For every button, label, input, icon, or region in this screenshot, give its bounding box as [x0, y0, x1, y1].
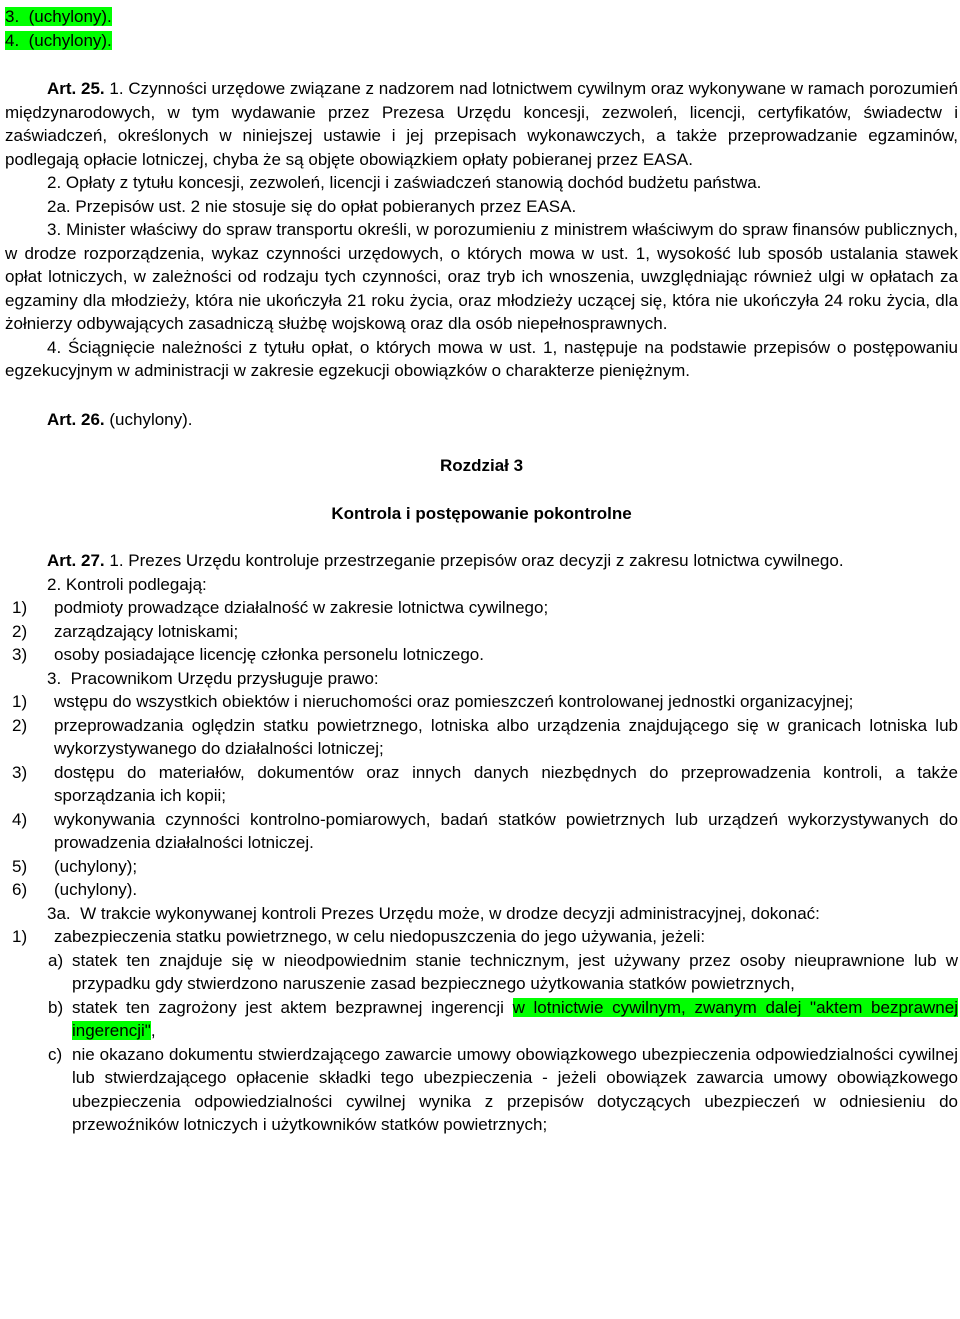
top-item-4-num: 4.	[5, 30, 20, 50]
art27-p1-text: Prezes Urzędu kontroluje przestrzeganie przepisów oraz decyzji z zakresu lotnictwa cywilnego.	[128, 551, 844, 570]
art25-p4-text: Ściągnięcie należności z tytułu opłat, o których mowa w ust. 1, następuje na podstawie przepisów o postępowaniu egzekucyjnym w administracji w zakresie egzekucji obowiązków o charakterze pieniężnym.	[5, 337, 958, 380]
art27-p3-list	[5, 690, 958, 902]
top-item-3	[5, 5, 958, 29]
art25-p1-text: Czynności urzędowe związane z nadzorem nad lotnictwem cywilnym oraz wykonywane w ramach porozumień międzynarodowych, w tym wydawanie przez Prezesa Urzędu koncesji, zezwoleń, licencji, certyfikatów, świadectw i zaświadczeń, określonych w niniejszej ustawie i jej przepisach wykonawczych, a także przeprowadzanie egzaminów, podlegają opłacie lotniczej, chyba że są objęte obowiązkiem opłaty pobieranej przez EASA.	[5, 79, 958, 169]
art25-p2-text: Opłaty z tytułu koncesji, zezwoleń, licencji i zaświadczeń stanowią dochód budżetu państwa.	[65, 173, 762, 192]
art25-p4-num: 4.	[47, 337, 62, 357]
chapter-title: Kontrola i postępowanie pokontrolne	[331, 503, 632, 523]
art27-p3a-num: 3a.	[47, 903, 71, 923]
art27-label: Art. 27.	[47, 551, 105, 570]
art25-p2-num: 2.	[47, 173, 62, 192]
art27-p3-num: 3.	[47, 668, 62, 688]
list-item: 5) (uchylony);	[12, 856, 138, 876]
list-item: 1) podmioty prowadzące działalność w zakresie lotnictwa cywilnego;	[12, 598, 549, 617]
art27-p3a-sub-c: c) nie okazano dokumentu stwierdzającego zawarcie umowy obowiązkowego ubezpieczenia odpowiedzialności cywilnej lub stwierdzającego opłacenie składki tego ubezpieczenia - jeżeli obowiązek zawarcia umowy obowiązkowego ubezpieczenia odpowiedzialności cywilnej wynika z przepisów dotyczących ubezpieczeń w odniesieniu do przewoźników lotniczych i użytkowników statków powietrznych;	[48, 1044, 958, 1134]
art27-para3	[5, 667, 958, 691]
art25-p3-text: Minister właściwy do spraw transportu określi, w porozumieniu z ministrem właściwym do spraw finansów publicznych, w drodze rozporządzenia, wykaz czynności urzędowych, o których mowa w ust. 1, wysokość lub sposób ustalania stawek opłat lotniczych, w zależności od rodzaju tych czynności, oraz tryb ich wnoszenia, uwzględniając również ulgi w opłatach za egzaminy dla młodzieży, która nie ukończyła 21 roku życia, oraz młodzieży uczącej się, która nie ukończyła 24 roku życia, dla żołnierzy odbywających zasadniczą służbę wojskową oraz dla osób niepełnosprawnych.	[5, 220, 958, 333]
art25-para4	[5, 336, 958, 383]
document-page	[5, 5, 958, 1137]
list-item: 6) (uchylony).	[12, 880, 138, 899]
list-item: 1) wstępu do wszystkich obiektów i nieruchomości oraz pomieszczeń kontrolowanej jednostki organizacyjnej;	[12, 692, 854, 711]
art25-p2a-num: 2a.	[47, 196, 71, 216]
art27-p3a-item1: 1) zabezpieczenia statku powietrznego, w celu niedopuszczenia do jego używania, jeżeli:	[12, 927, 706, 946]
art25-para2a	[5, 195, 958, 219]
chapter-number: Rozdział 3	[439, 456, 524, 475]
art25-para3	[5, 218, 958, 336]
art27-para3a	[5, 902, 958, 926]
top-item-4	[5, 29, 958, 53]
art25-para2	[5, 171, 958, 195]
art27-p2-list	[5, 596, 958, 667]
list-item: 2) przeprowadzania oględzin statku powietrznego, lotniska albo urządzenia znajdującego się w granicach lotniska lub wykorzystywanego do działalności lotniczej;	[12, 715, 958, 758]
art27-p1-num: 1.	[109, 551, 124, 570]
art26-para	[5, 408, 958, 432]
art26-text: (uchylony).	[109, 409, 193, 429]
art27-para2	[5, 573, 958, 597]
art27-p3a-sub-b: b) statek ten zagrożony jest aktem bezprawnej ingerencji w lotnictwie cywilnym, zwanym dalej "aktem bezprawnej ingerencji",	[48, 997, 958, 1040]
art27-p2-text: Kontroli podlegają:	[65, 574, 207, 594]
art26-label: Art. 26.	[47, 409, 105, 429]
art25-p2a-text: Przepisów ust. 2 nie stosuje się do opłat pobieranych przez EASA.	[75, 196, 577, 216]
list-item: 4) wykonywania czynności kontrolno-pomiarowych, badań statków powietrznych lub urządzeń wykorzystywanych do prowadzenia działalności lotniczej.	[12, 809, 958, 852]
list-item: 2) zarządzający lotniskami;	[12, 621, 239, 641]
top-item-3-text: (uchylony).	[28, 7, 112, 26]
art27-p3a-text: W trakcie wykonywanej kontroli Prezes Urzędu może, w drodze decyzji administracyjnej, dokonać:	[80, 903, 820, 923]
list-item: 3) osoby posiadające licencję członka personelu lotniczego.	[12, 645, 484, 664]
top-item-4-text: (uchylony).	[28, 30, 112, 50]
art27-p3a-sub-a: a) statek ten znajduje się w nieodpowiednim stanie technicznym, jest używany przez osoby nieuprawnione lub w przypadku gdy stwierdzono naruszenie zasad bezpiecznego użytkowania statków powietrznych,	[48, 950, 958, 993]
list-item: 3) dostępu do materiałów, dokumentów oraz innych danych niezbędnych do przeprowadzenia kontroli, a także sporządzania ich kopii;	[12, 762, 958, 805]
art27-p3-text: Pracownikom Urzędu przysługuje prawo:	[70, 668, 379, 688]
art27-para1	[5, 549, 958, 573]
art25-p3-num: 3.	[47, 220, 62, 239]
art25-para1	[5, 77, 958, 171]
art25-p1-num: 1.	[109, 79, 124, 98]
art27-p2-num: 2.	[47, 574, 62, 594]
top-item-3-num: 3.	[5, 7, 20, 26]
art25-label: Art. 25.	[47, 79, 105, 98]
highlighted-amendment: w lotnictwie cywilnym, zwanym dalej "aktem bezprawnej ingerencji"	[72, 997, 958, 1040]
